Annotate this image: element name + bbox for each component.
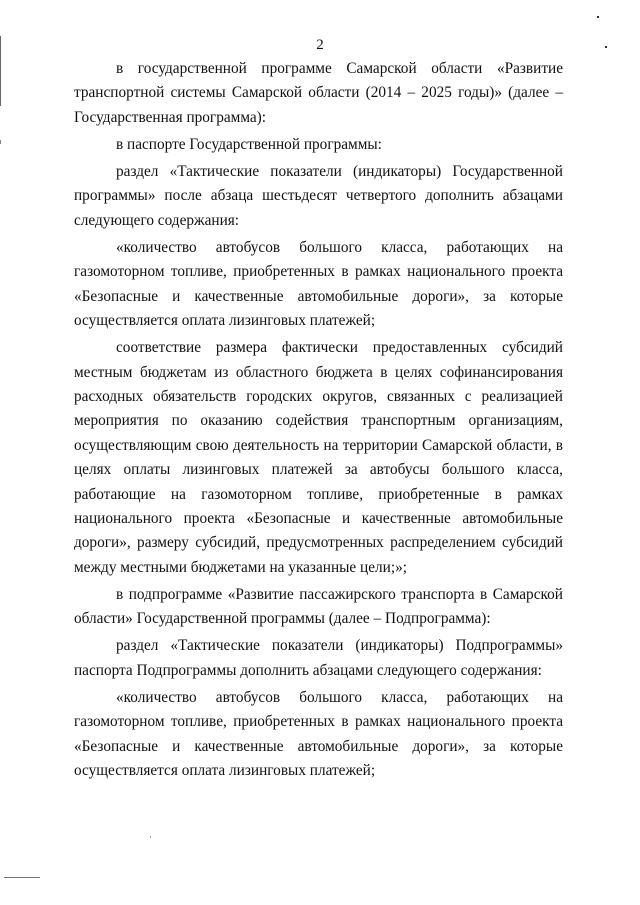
- document-body: [74, 57, 563, 786]
- page-number: 2: [316, 37, 324, 53]
- scan-edge-speck: [0, 140, 1, 144]
- paragraph-subsidy-compliance: соответствие размера фактически предоставленных субсидий местным бюджетам из областного бюджета в целях софинансирования расходных обязательств городских округов, связанных с реализацией мероприятия по оказанию содействия транспортным организациям, осуществляющим свою деятельность на территории Самарской области, в целях оплаты лизинговых платежей за автобусы большого класса, работающие на газомоторном топливе, приобретенные в рамках национального проекта «Безопасные и качественные автомобильные дороги», размеру субсидий, предусмотренных распределением субсидий между местными бюджетами на указанные цели;»;: [74, 339, 563, 576]
- paragraph-bus-count-subprogram: «количество автобусов большого класса, работающих на газомоторном топливе, приобретенных в рамках национального проекта «Безопасные и качественные автомобильные дороги», за которые осуществляется оплата лизинговых платежей;: [74, 688, 563, 780]
- paragraph-subprogram-section: раздел «Тактические показатели (индикаторы) Подпрограммы» паспорта Подпрограммы дополнить абзацами следующего содержания:: [74, 637, 563, 679]
- paragraph-section-indicators: раздел «Тактические показатели (индикаторы) Государственной программы» после абзаца шестьдесят четвертого дополнить абзацами следующего содержания:: [74, 163, 563, 229]
- scan-speck: [605, 46, 607, 48]
- scan-bottom-line: [4, 877, 40, 878]
- paragraph-amendment-intro: в государственной программе Самарской области «Развитие транспортной системы Самарской области (2014 – 2025 годы)» (далее – Государственная программа):: [74, 60, 563, 126]
- paragraph-subprogram: в подпрограмме «Развитие пассажирского транспорта в Самарской области» Государственной программы (далее – Подпрограмма):: [74, 585, 563, 628]
- scan-speck: [597, 16, 599, 18]
- paragraph-passport: в паспорте Государственной программы:: [116, 135, 382, 153]
- paragraph-bus-count: «количество автобусов большого класса, работающих на газомоторном топливе, приобретенных в рамках национального проекта «Безопасные и качественные автомобильные дороги», за которые осуществляется оплата лизинговых платежей;: [74, 238, 563, 330]
- scan-speck: [150, 836, 151, 838]
- scan-edge-line: [0, 36, 1, 106]
